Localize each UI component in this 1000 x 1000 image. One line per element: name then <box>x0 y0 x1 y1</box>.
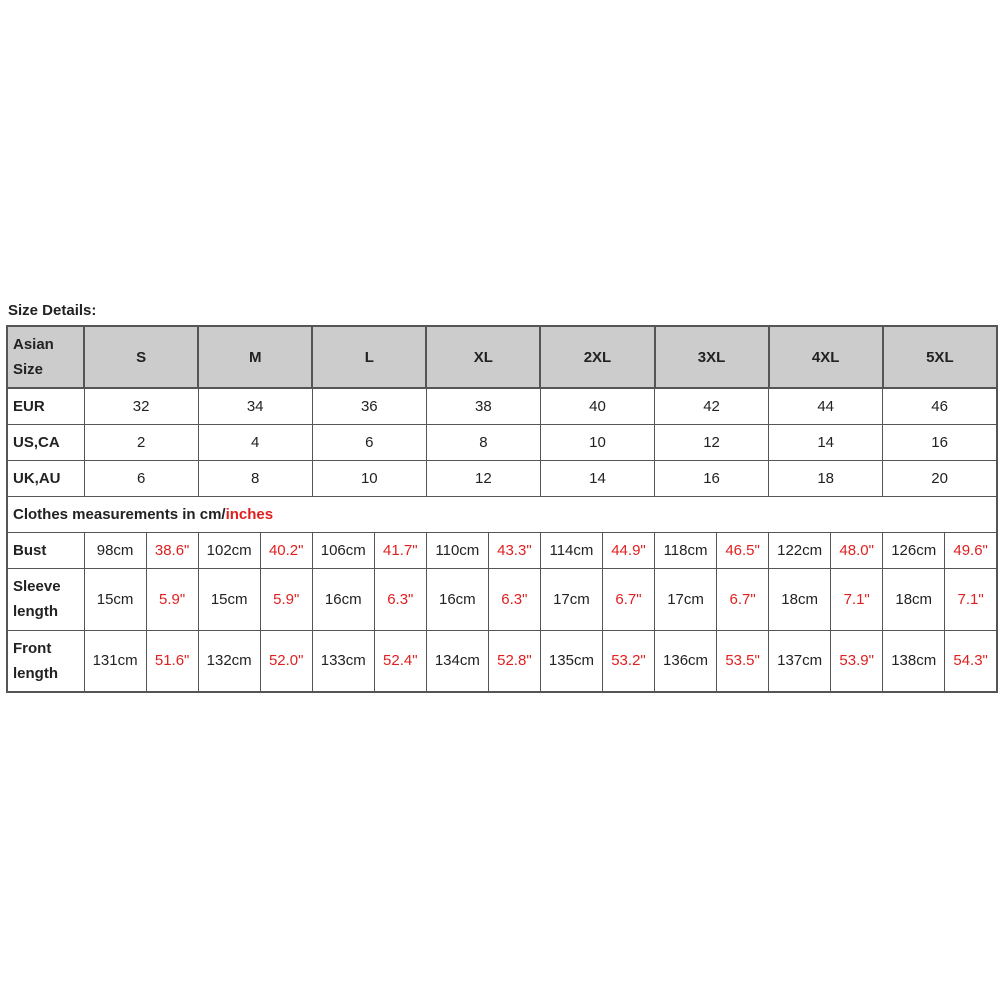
inch-cell: 52.8" <box>488 630 540 692</box>
cm-cell: 118cm <box>655 532 717 568</box>
inch-cell: 54.3" <box>945 630 997 692</box>
inch-cell: 6.3" <box>374 568 426 630</box>
header-row <box>7 326 997 388</box>
cm-cell: 16cm <box>312 568 374 630</box>
cm-cell: 17cm <box>540 568 602 630</box>
conversion-cell: 16 <box>655 460 769 496</box>
cm-cell: 18cm <box>769 568 831 630</box>
inch-cell: 52.0" <box>260 630 312 692</box>
size-header-cell: XL <box>426 326 540 388</box>
inch-cell: 5.9" <box>146 568 198 630</box>
size-chart-table <box>6 325 998 693</box>
size-header-cell: 2XL <box>540 326 654 388</box>
inch-cell: 7.1" <box>945 568 997 630</box>
cm-cell: 133cm <box>312 630 374 692</box>
conversion-cell: 12 <box>655 424 769 460</box>
cm-cell: 102cm <box>198 532 260 568</box>
measurements-heading-row <box>7 496 997 532</box>
cm-cell: 138cm <box>883 630 945 692</box>
page-title: Size Details: <box>8 302 97 319</box>
cm-cell: 131cm <box>84 630 146 692</box>
row-label: Front length <box>7 630 84 692</box>
inch-cell: 6.3" <box>488 568 540 630</box>
size-header-cell: L <box>312 326 426 388</box>
conversion-cell: 10 <box>540 424 654 460</box>
size-header-cell: M <box>198 326 312 388</box>
size-header-cell: S <box>84 326 198 388</box>
conversion-cell: 46 <box>883 388 997 424</box>
inch-cell: 53.5" <box>717 630 769 692</box>
conversion-cell: 12 <box>426 460 540 496</box>
measurement-row <box>7 568 997 630</box>
conversion-cell: 16 <box>883 424 997 460</box>
inch-cell: 53.9" <box>831 630 883 692</box>
cm-cell: 18cm <box>883 568 945 630</box>
row-label: US,CA <box>7 424 84 460</box>
measurements-heading-prefix: Clothes measurements in cm/ <box>13 505 226 523</box>
inch-cell: 7.1" <box>831 568 883 630</box>
cm-cell: 132cm <box>198 630 260 692</box>
cm-cell: 110cm <box>426 532 488 568</box>
size-header-cell: 3XL <box>655 326 769 388</box>
size-header-cell: 5XL <box>883 326 997 388</box>
cm-cell: 15cm <box>84 568 146 630</box>
conversion-row <box>7 460 997 496</box>
inch-cell: 40.2" <box>260 532 312 568</box>
row-label: Sleeve length <box>7 568 84 630</box>
measurement-row <box>7 532 997 568</box>
conversion-cell: 18 <box>769 460 883 496</box>
inch-cell: 43.3" <box>488 532 540 568</box>
conversion-cell: 14 <box>540 460 654 496</box>
conversion-cell: 6 <box>84 460 198 496</box>
cm-cell: 98cm <box>84 532 146 568</box>
conversion-cell: 44 <box>769 388 883 424</box>
inch-cell: 38.6" <box>146 532 198 568</box>
conversion-cell: 38 <box>426 388 540 424</box>
cm-cell: 136cm <box>655 630 717 692</box>
cm-cell: 17cm <box>655 568 717 630</box>
row-label: Bust <box>7 532 84 568</box>
measurements-heading <box>7 496 997 532</box>
conversion-cell: 36 <box>312 388 426 424</box>
cm-cell: 114cm <box>540 532 602 568</box>
inch-cell: 5.9" <box>260 568 312 630</box>
conversion-row <box>7 388 997 424</box>
inch-cell: 6.7" <box>602 568 654 630</box>
conversion-cell: 2 <box>84 424 198 460</box>
inch-cell: 51.6" <box>146 630 198 692</box>
cm-cell: 135cm <box>540 630 602 692</box>
cm-cell: 126cm <box>883 532 945 568</box>
conversion-cell: 42 <box>655 388 769 424</box>
conversion-cell: 6 <box>312 424 426 460</box>
cm-cell: 122cm <box>769 532 831 568</box>
conversion-row <box>7 424 997 460</box>
cm-cell: 106cm <box>312 532 374 568</box>
cm-cell: 134cm <box>426 630 488 692</box>
cm-cell: 15cm <box>198 568 260 630</box>
conversion-cell: 14 <box>769 424 883 460</box>
inch-cell: 6.7" <box>717 568 769 630</box>
inch-cell: 44.9" <box>602 532 654 568</box>
row-label: EUR <box>7 388 84 424</box>
conversion-cell: 40 <box>540 388 654 424</box>
inch-cell: 53.2" <box>602 630 654 692</box>
conversion-cell: 10 <box>312 460 426 496</box>
inch-cell: 41.7" <box>374 532 426 568</box>
measurements-heading-suffix: inches <box>225 505 274 523</box>
conversion-cell: 34 <box>198 388 312 424</box>
cm-cell: 137cm <box>769 630 831 692</box>
conversion-cell: 8 <box>426 424 540 460</box>
size-header-cell: 4XL <box>769 326 883 388</box>
conversion-cell: 4 <box>198 424 312 460</box>
header-label: Asian Size <box>7 326 84 388</box>
conversion-cell: 20 <box>883 460 997 496</box>
inch-cell: 49.6" <box>945 532 997 568</box>
conversion-cell: 8 <box>198 460 312 496</box>
inch-cell: 46.5" <box>717 532 769 568</box>
measurement-row <box>7 630 997 692</box>
inch-cell: 48.0" <box>831 532 883 568</box>
inch-cell: 52.4" <box>374 630 426 692</box>
conversion-cell: 32 <box>84 388 198 424</box>
row-label: UK,AU <box>7 460 84 496</box>
cm-cell: 16cm <box>426 568 488 630</box>
